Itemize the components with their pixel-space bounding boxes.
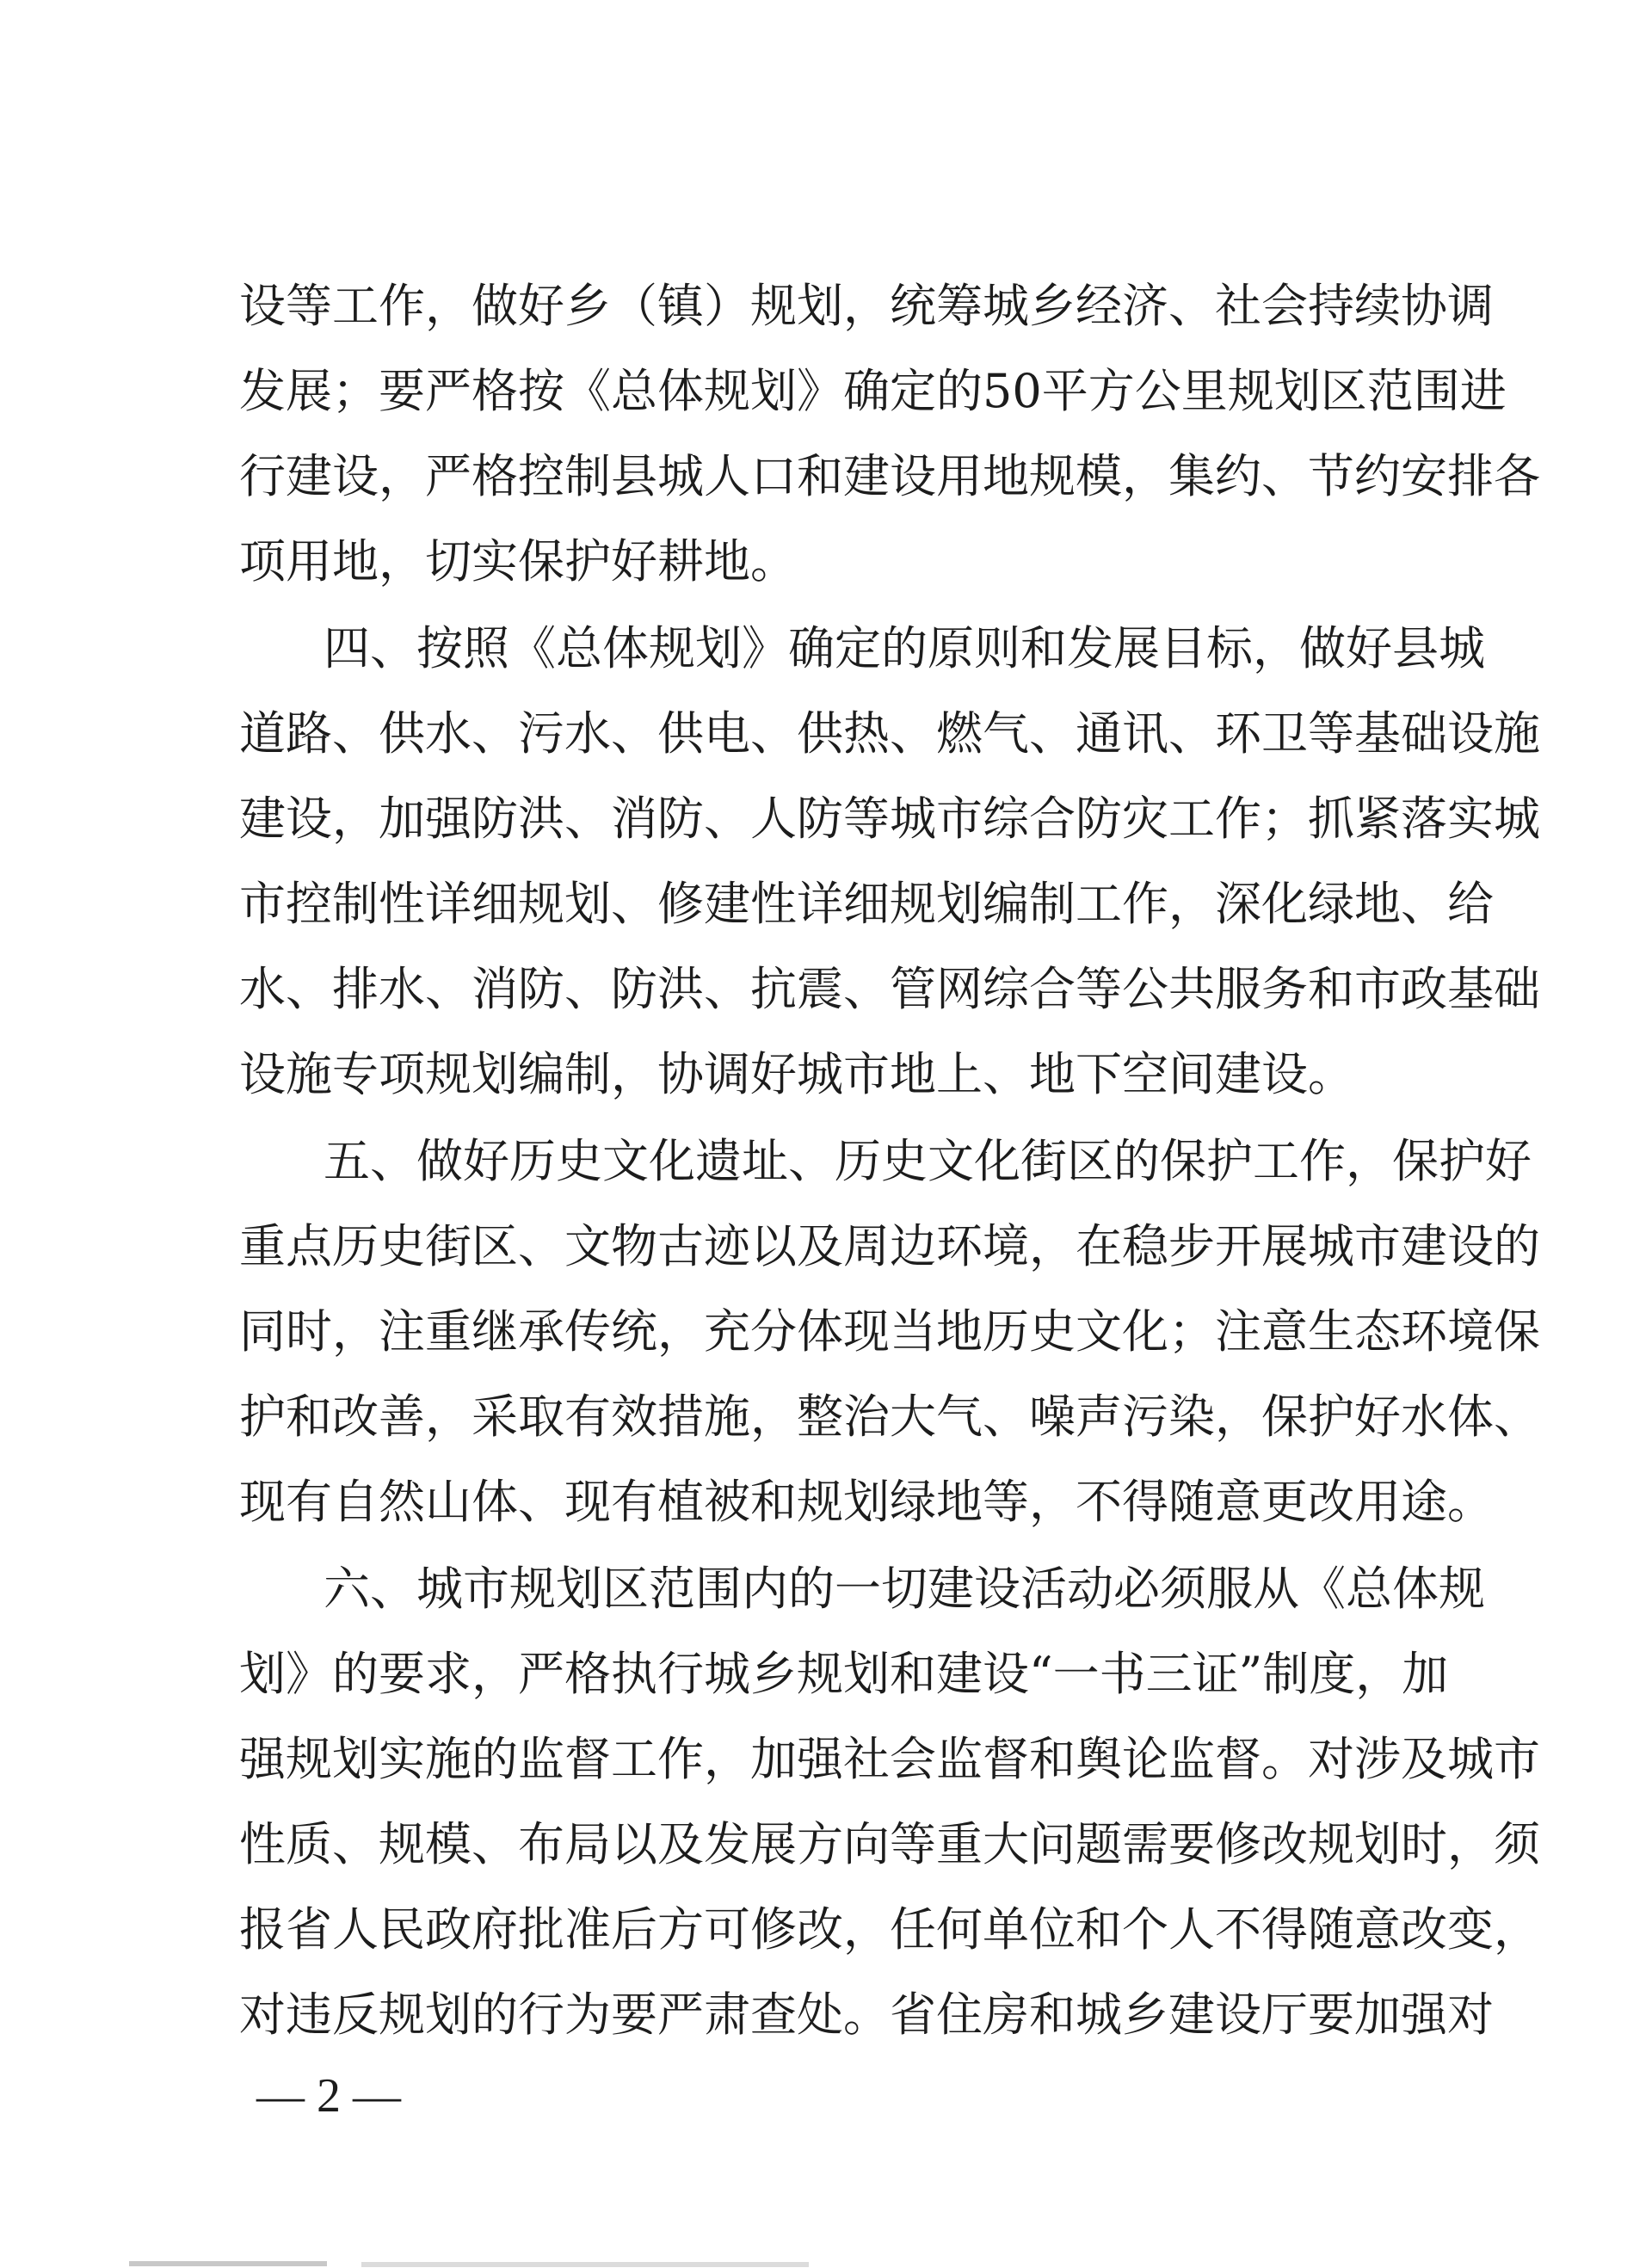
text-line: 设等工作，做好乡（镇）规划，统筹城乡经济、社会持续协调 <box>239 279 1494 333</box>
text-line: 划》的要求，严格执行城乡规划和建设“一书三证”制度，加 <box>239 1647 1449 1701</box>
text-line: 行建设，严格控制县城人口和建设用地规模，集约、节约安排各 <box>239 449 1540 503</box>
paragraph-first-line: 五、做好历史文化遗址、历史文化街区的保护工作，保护好 <box>324 1134 1532 1188</box>
text-line: 市控制性详细规划、修建性详细规划编制工作，深化绿地、给 <box>239 877 1494 931</box>
text-line: 性质、规模、布局以及发展方向等重大问题需要修改规划时，须 <box>239 1817 1540 1871</box>
text-line: 水、排水、消防、防洪、抗震、管网综合等公共服务和市政基础 <box>239 962 1540 1016</box>
text-line: 重点历史街区、文物古迹以及周边环境，在稳步开展城市建设的 <box>239 1219 1540 1273</box>
paragraph-first-line: 六、城市规划区范围内的一切建设活动必须服从《总体规 <box>324 1562 1485 1616</box>
scan-edge-mark <box>361 2262 809 2267</box>
text-line: 对违反规划的行为要严肃查处。省住房和城乡建设厅要加强对 <box>239 1988 1494 2042</box>
text-line: 护和改善，采取有效措施，整治大气、噪声污染，保护好水体、 <box>239 1390 1540 1444</box>
text-line: 现有自然山体、现有植被和规划绿地等，不得随意更改用途。 <box>239 1475 1494 1529</box>
text-line: 发展；要严格按《总体规划》确定的50平方公里规划区范围进 <box>239 364 1507 418</box>
scan-edge-mark <box>129 2261 327 2266</box>
page-number: — 2 — <box>256 2069 401 2123</box>
text-line: 报省人民政府批准后方可修改，任何单位和个人不得随意改变， <box>239 1902 1540 1957</box>
paragraph-first-line: 四、按照《总体规划》确定的原则和发展目标，做好县城 <box>324 621 1485 675</box>
text-line: 设施专项规划编制，协调好城市地上、地下空间建设。 <box>239 1047 1354 1101</box>
text-line: 同时，注重继承传统，充分体现当地历史文化；注意生态环境保 <box>239 1304 1540 1359</box>
text-line: 项用地，切实保护好耕地。 <box>239 534 797 589</box>
text-line: 建设，加强防洪、消防、人防等城市综合防灾工作；抓紧落实城 <box>239 792 1540 846</box>
text-line: 道路、供水、污水、供电、供热、燃气、通讯、环卫等基础设施 <box>239 706 1540 761</box>
text-line: 强规划实施的监督工作，加强社会监督和舆论监督。对涉及城市 <box>239 1732 1540 1786</box>
